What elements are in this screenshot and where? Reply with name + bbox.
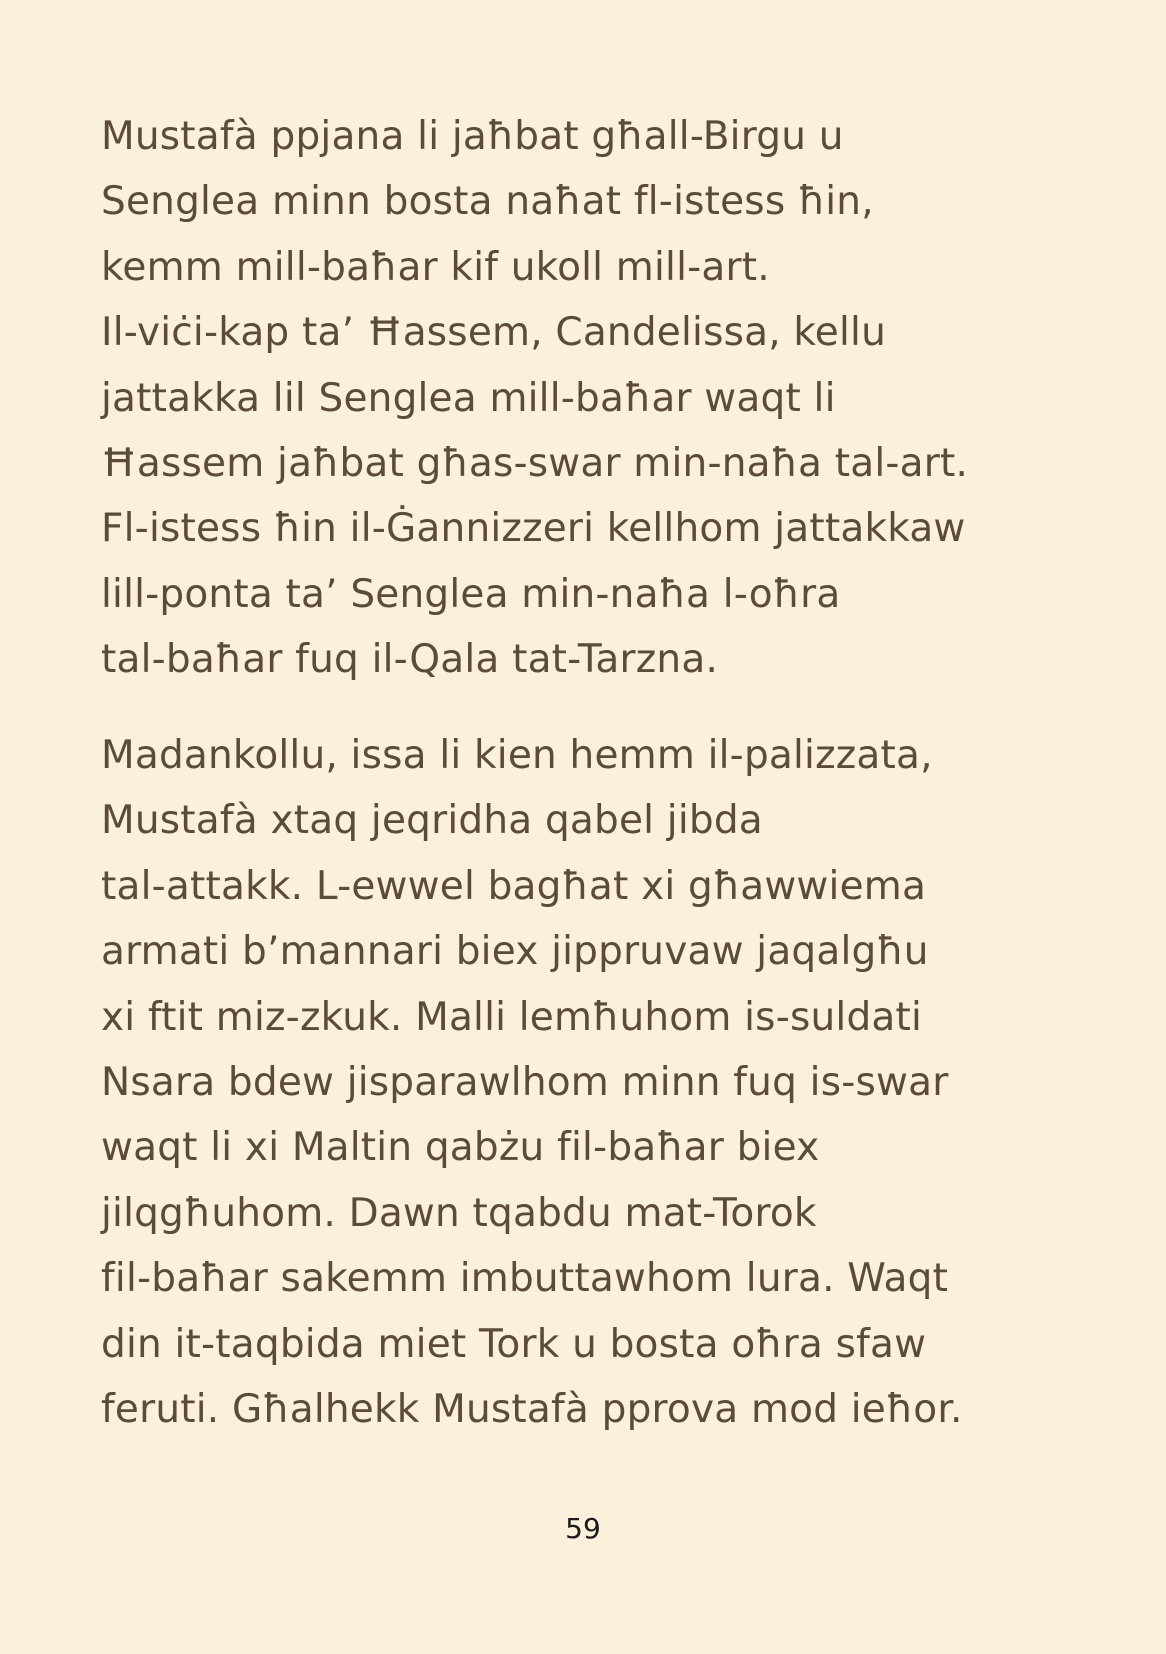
text-line: din it-taqbida miet Tork u bosta oħra sfaw <box>101 1321 927 1367</box>
text-line: feruti. Għalhekk Mustafà pprova mod ieħor. <box>101 1387 963 1433</box>
text-line: jilqgħuhom. Dawn tqabdu mat-Torok <box>101 1190 817 1236</box>
text-line: Fl-istess ħin il-Ġannizzeri kellhom jattakkaw <box>101 506 966 552</box>
text-line: kemm mill-baħar kif ukoll mill-art. <box>101 244 770 290</box>
text-line: Mustafà ppjana li jaħbat għall-Birgu u <box>101 114 844 159</box>
paragraph-2 <box>101 723 963 1442</box>
paragraph-1 <box>101 104 968 693</box>
text-line: Ħassem jaħbat għas-swar min-naħa tal-art. <box>101 441 969 487</box>
text-line: tal-attakk. L-ewwel bagħat xi għawwiema <box>101 863 927 909</box>
text-line: Madankollu, issa li kien hemm il-palizzata, <box>101 733 933 778</box>
text-line: Senglea minn bosta naħat fl-istess ħin, <box>101 179 874 225</box>
text-line: jattakka lil Senglea mill-baħar waqt li <box>101 375 836 421</box>
text-line: Il-viċi-kap ta’ Ħassem, Candelissa, kellu <box>101 310 886 356</box>
text-line: waqt li xi Maltin qabżu fil-baħar biex <box>101 1125 820 1171</box>
text-line: xi ftit miz-zkuk. Malli lemħuhom is-suldati <box>101 994 923 1040</box>
text-line: fil-baħar sakemm imbuttawhom lura. Waqt <box>101 1256 949 1302</box>
text-line: Mustafà xtaq jeqridha qabel jibda <box>101 798 763 844</box>
text-line: Nsara bdew jisparawlhom minn fuq is-swar <box>101 1060 949 1106</box>
text-line: armati b’mannari biex jippruvaw jaqalgħu <box>101 929 929 975</box>
text-line: tal-baħar fuq il-Qala tat-Tarzna. <box>101 637 719 683</box>
page-number: 59 <box>565 1512 601 1545</box>
text-line: lill-ponta ta’ Senglea min-naħa l-oħra <box>101 571 841 617</box>
